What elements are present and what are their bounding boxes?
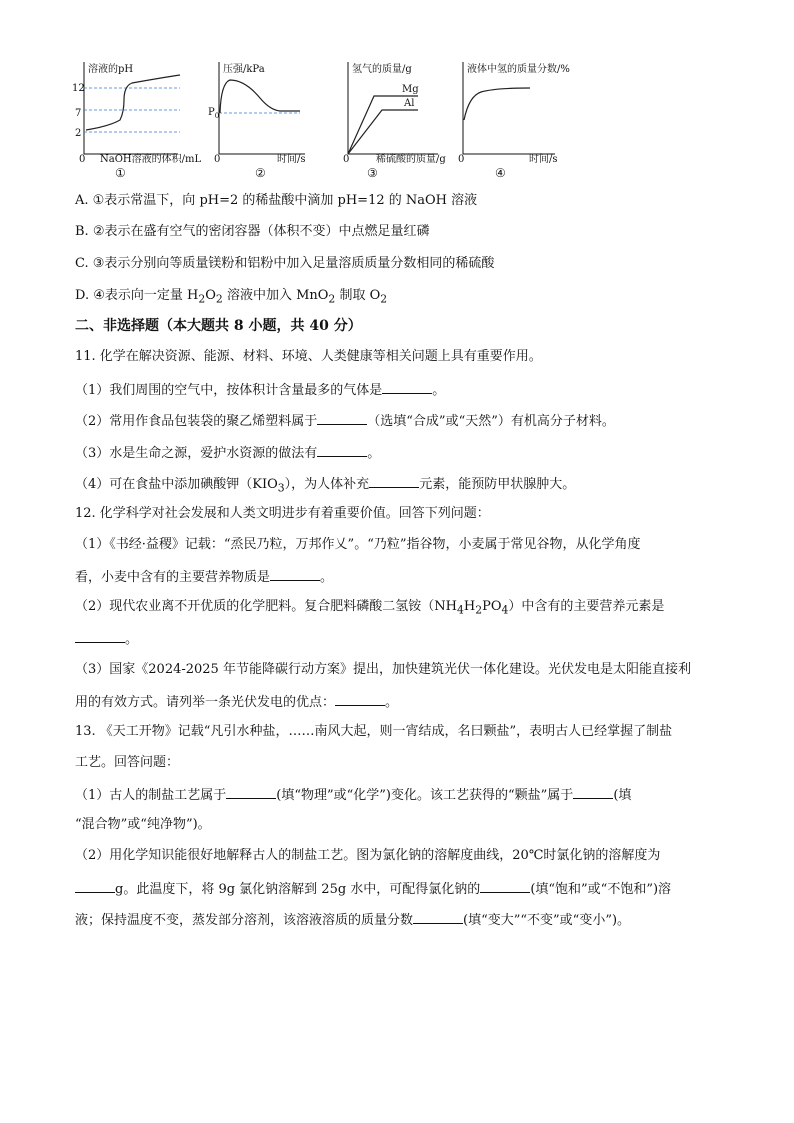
q12-sub1-line1: （1）《书经·益稷》记载：“烝民乃粒，万邦作乂”。“乃粒”指谷物，小麦属于常见谷物，从化学角度 bbox=[75, 537, 641, 552]
answer-blank[interactable] bbox=[382, 380, 432, 394]
q12-stem: 12. 化学科学对社会发展和人类文明进步有着重要价值。回答下列问题： bbox=[75, 506, 490, 521]
ylabel: 溶液的pH bbox=[88, 64, 134, 75]
q12-sub3-line2: 用的有效方式。请列举一条光伏发电的优点： 。 bbox=[75, 692, 398, 712]
p0-label: $P_0$ bbox=[208, 107, 220, 120]
q11-sub4: （4）可在食盐中添加碘酸钾$(KIO_3)$，为人体补充 元素，能预防甲状腺肿大。 bbox=[75, 474, 575, 498]
xlabel: 时间/s bbox=[277, 154, 306, 165]
q13-sub1-line1: （1）古人的制盐工艺属于 (填“物理”或“化学”)变化。该工艺获得的“颗盐”属于 (填 bbox=[75, 785, 631, 805]
q13-sub2-line2: g。此温度下，将 9g 氯化钠溶解到 25g 水中，可配得氯化钠的 (填“饱和”或“不饱和”)溶 bbox=[75, 879, 671, 899]
section-heading: 二、非选择题（本大题共 8 小题，共 40 分） bbox=[75, 318, 362, 334]
q13-sub2-line3: 液；保持温度不变，蒸发部分溶剂，该溶液溶质的质量分数 (填“变大”“不变”或“变小”)。 bbox=[75, 910, 630, 930]
tick-2: 2 bbox=[75, 128, 82, 139]
tick-7: 7 bbox=[75, 108, 82, 119]
fraction-curve bbox=[464, 88, 530, 120]
figure-hydrogen-fraction-curve bbox=[455, 58, 590, 163]
figure-num-2: ② bbox=[255, 166, 266, 180]
figure-num-3: ③ bbox=[367, 166, 378, 180]
xlabel: 稀硫酸的质量/g bbox=[376, 154, 446, 165]
answer-blank[interactable] bbox=[335, 692, 385, 706]
answer-blank[interactable] bbox=[226, 785, 276, 799]
ylabel: 液体中氢的质量分数/% bbox=[467, 64, 570, 75]
option-a: A. ①表示常温下，向 pH=2 的稀盐酸中滴加 pH=12 的 NaOH 溶液 bbox=[75, 193, 478, 208]
figure-ph-curve bbox=[70, 58, 202, 165]
al-label: Al bbox=[404, 98, 415, 109]
origin: 0 bbox=[458, 154, 465, 165]
answer-blank[interactable] bbox=[573, 785, 613, 799]
figure-pressure-curve bbox=[205, 58, 315, 163]
q11-sub3: （3）水是生命之源，爱护水资源的做法有 。 bbox=[75, 443, 380, 463]
answer-blank[interactable] bbox=[270, 567, 320, 581]
q12-sub2-line2: 。 bbox=[75, 629, 138, 649]
origin: 0 bbox=[79, 154, 86, 165]
answer-blank[interactable] bbox=[480, 879, 530, 893]
q13-stem-line2: 工艺。回答问题： bbox=[75, 755, 180, 770]
axes bbox=[84, 62, 178, 154]
axes bbox=[348, 62, 438, 154]
answer-blank[interactable] bbox=[75, 629, 125, 643]
answer-blank[interactable] bbox=[317, 411, 367, 425]
answer-blank[interactable] bbox=[75, 879, 115, 893]
ph-curve bbox=[86, 75, 180, 130]
ylabel: 氢气的质量/g bbox=[352, 64, 412, 75]
xlabel: NaOH溶液的体积/mL bbox=[100, 154, 202, 165]
mg-label: Mg bbox=[402, 84, 419, 95]
q13-sub1-line2: “混合物”或“纯净物”)。 bbox=[75, 817, 211, 832]
axes bbox=[219, 62, 305, 154]
pressure-curve bbox=[220, 80, 300, 113]
origin: 0 bbox=[214, 154, 221, 165]
q13-stem-line1: 13. 《天工开物》记载“凡引水种盐，……南风大起，则一宵结成，名曰颗盐”，表明古人已经掌握了制盐 bbox=[75, 724, 673, 739]
q11-sub1: （1）我们周围的空气中，按体积计含量最多的气体是 。 bbox=[75, 380, 445, 400]
q11-sub2: （2）常用作食品包装袋的聚乙烯塑料属于 （选填“合成”或“天然”）有机高分子材料。 bbox=[75, 411, 615, 431]
option-b: B. ②表示在盛有空气的密闭容器（体积不变）中点燃足量红磷 bbox=[75, 224, 430, 239]
q12-sub3-line1: （3）国家《2024-2025 年节能降碳行动方案》提出，加快建筑光伏一体化建设。光伏发电是太阳能直接利 bbox=[75, 662, 691, 677]
tick-12: 12 bbox=[72, 83, 85, 94]
q11-stem: 11. 化学在解决资源、能源、材料、环境、人类健康等相关问题上具有重要作用。 bbox=[75, 349, 542, 364]
answer-blank[interactable] bbox=[317, 443, 367, 457]
q12-sub1-line2: 看，小麦中含有的主要营养物质是 。 bbox=[75, 567, 333, 587]
ylabel: 压强/kPa bbox=[223, 64, 265, 75]
answer-blank[interactable] bbox=[369, 474, 419, 488]
figure-hydrogen-curve bbox=[338, 58, 458, 163]
figure-num-1: ① bbox=[115, 166, 126, 180]
origin: 0 bbox=[343, 154, 350, 165]
option-d: D. ④表示向一定量 $H_2O_2$ 溶液中加入 MnO$_2$ 制取 $O_2$ bbox=[75, 288, 388, 306]
option-c: C. ③表示分别向等质量镁粉和铝粉中加入足量溶质质量分数相同的稀硫酸 bbox=[75, 256, 495, 271]
q13-sub2-line1: （2）用化学知识能很好地解释古人的制盐工艺。图为氯化钠的溶解度曲线，20℃时氯化钠的溶解度为 bbox=[75, 848, 661, 863]
figure-num-4: ④ bbox=[495, 166, 506, 180]
axes bbox=[463, 62, 555, 154]
answer-blank[interactable] bbox=[413, 910, 463, 924]
xlabel: 时间/s bbox=[529, 154, 558, 165]
q12-sub2-line1: （2）现代农业离不开优质的化学肥料。复合肥料磷酸二氢铵$(NH_4H_2PO_4)$中含有的主要营养元素是 bbox=[75, 599, 665, 617]
